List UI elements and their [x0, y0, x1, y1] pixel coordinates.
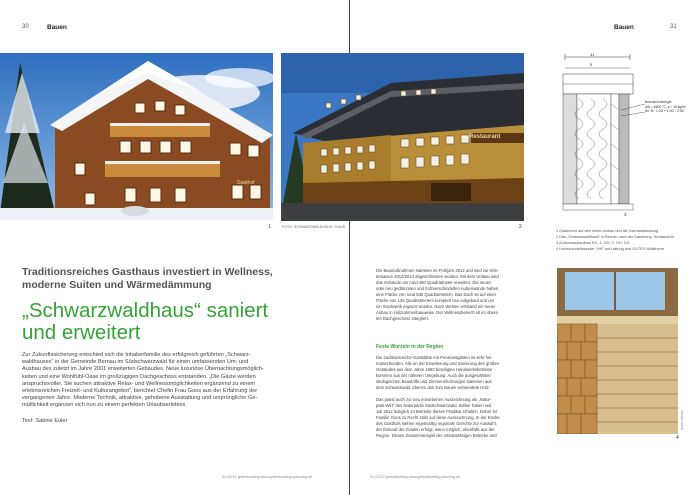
gasthof-sign: Gasthof	[237, 180, 255, 186]
section-label-left: Bauen	[47, 24, 67, 31]
intro-line: vergangenen Jahre. Moderne Technik, attraktive, gehobene Ausstattung und ursprüngliche Ge-	[22, 395, 258, 402]
body-line: Das passt auch zur neu erworbenen Auszeichnung als „Natur-	[376, 397, 492, 402]
legend-item: 4 Holzschindelfassade: VHF auf Lattung und GUTEX Multitherm	[556, 247, 665, 251]
article-kicker	[22, 266, 342, 292]
body-line: park-Wirt“ des Naturparks Südschwarzwald. Bisher haben seit	[376, 403, 492, 408]
body-line: das Gebäude um rund 450 Quadratmeter erweitert. Die neuen	[376, 280, 492, 285]
intro-line: anspruchsvoller. Sie suchen attraktive Relax- und Wellnessmöglichkeiten ergänzend zu einem	[22, 380, 256, 387]
photo-shingle-facade	[557, 268, 678, 434]
section-subheading: Feste Wurzeln in der Region	[376, 344, 444, 350]
page-number-right: 31	[670, 24, 677, 30]
body-line: tersaison 2012/2013 abgeschlossen worden. Mit dem Umbau wird	[376, 274, 499, 279]
annotation-line: lfd. Sl.: 1.0G + 1.0G - 2.0G	[645, 109, 685, 113]
body-line: ten Dachgeschoss integriert.	[376, 316, 430, 321]
body-line: dem Schwarzwald, ebenso das zum Bauen verwendete Holz.	[376, 385, 490, 390]
kicker-line-1: Traditionsreiches Gasthaus investiert in Wellness,	[22, 266, 273, 278]
body-line: eine Fläche von rund 530 Quadratmetern. Das Dach ist auf einer	[376, 292, 497, 297]
intro-line: keiten und eine Wohlfühl-Oase im großzügigen Dachgeschoss entstanden. „Die Gäste werden	[22, 373, 256, 380]
article-headline	[22, 300, 342, 344]
photo2-caption-number: 2	[519, 224, 522, 230]
diagram-dimension-top: 41	[590, 52, 595, 57]
photo4-caption-number: 4	[676, 435, 679, 441]
intro-line: waldhauses“ in der Gemeinde Bernau im Südschwarzwald für einen umfassenden Um- und	[22, 359, 249, 366]
body-line: Gebäudes aus dem Jahre 1860 beteiligten Handwerksbetriebe	[376, 367, 493, 372]
diagram-caption-number: 3	[624, 212, 627, 217]
footer-right: 01-02/13 greenbuilding www.greenbuilding-planning.de	[370, 475, 460, 479]
kicker-line-2: moderne Suiten und Wärmedämmung	[22, 279, 212, 291]
body-line: oder neu gedämmten und holzverschindelten Außenwände haben	[376, 286, 499, 291]
body-line: ökologischen Baustoffe und Zimmereiholzungen stammen aus	[376, 379, 492, 384]
footer-left: 01-02/13 greenbuilding www.greenbuilding-planning.de	[222, 475, 312, 479]
intro-line: Ausbau des zuletzt im Jahre 2001 erweiterten Gebäudes. Neue luxuriöse Übernachtungsmöglich-	[22, 366, 264, 373]
diagram-dimension-sub: 8	[590, 63, 592, 67]
body-line: des Gasthofs stehen regelmäßig regionale Gerichte zur Auswahl,	[376, 421, 497, 426]
body-line: Fläche von 125 Quadratmetern komplett neu aufgebaut und um	[376, 298, 495, 303]
figure-legend	[556, 228, 686, 252]
annotation-line: Brandschutzriegel	[645, 100, 672, 104]
intro-paragraph	[22, 352, 342, 410]
legend-item: 1 Ostansicht auf den neuen Anbau und die Dachaufstockung	[556, 229, 659, 233]
section-label-right: Bauen	[614, 24, 634, 31]
headline-line-1: „Schwarzwaldhaus“ saniert	[22, 299, 269, 322]
body-line: Familie Goos zu Recht stolz auf diese Auszeichnung. In der Küche	[376, 415, 500, 420]
annotation-line: AW = 6600 °C; p = 15 kg/m²	[645, 104, 687, 109]
legend-item: 3 Außenwandaufbau EG, 1. OG, 2. OG, DG	[556, 241, 630, 245]
body-line: kommen aus der näheren Umgebung. Auch die ausgewählten	[376, 373, 491, 378]
intro-line: erlebnisreichen Freizeit- und Kulturangebot“, berichtet Chefin Frau Goos aus der Erfahrung der	[22, 388, 258, 395]
body-line: Anbau in Holzrahmenbauweise. Der Wellnessbereich ist im obers-	[376, 310, 499, 315]
wall-section-diagram	[555, 44, 685, 219]
body-line: ein Stockwerk ergänzt worden. Nach Westen entstand ein neuer	[376, 304, 496, 309]
body-column-bottom	[376, 355, 548, 439]
legend-item: 2 Das „Schwarzwaldhaus“ in Bernau nach der Sanierung, Nordansicht	[556, 235, 674, 239]
page-number-left: 30	[22, 24, 29, 30]
photo4-credit: FOTO: GUTEX	[680, 410, 684, 431]
photo1-caption-number: 1	[268, 224, 271, 230]
author-credit: Text: Sabine Euler	[22, 418, 68, 424]
body-column-top	[376, 268, 548, 322]
photo-chalet-snow	[0, 53, 273, 220]
body-line: Die traditionsreiche Gaststätte mit Pensionsgästen ist sehr hei-	[376, 355, 493, 360]
body-line: matverbunden. Alle an der Erweiterung und Sanierung des großen	[376, 361, 500, 366]
headline-line-2: und erweitert	[22, 321, 141, 344]
body-line: Juli 2012 lediglich 14 Betriebe dieses Prädikat erhalten. Daher ist	[376, 409, 497, 414]
photo2-credit: FOTO: SCHWARZWALDHAUS / KAUS	[282, 225, 345, 229]
restaurant-sign: Restaurant	[469, 134, 501, 140]
body-line: der Einkauf der Zutaten erfolgt, wenn möglich, ebenfalls aus der	[376, 427, 495, 432]
intro-line: mütlichkeit ergänzen sich nun zu einem perfekten Urlaubserlebnis.	[22, 402, 187, 409]
body-line: Region. Dieses Zusammenspiel der ortsansässigen Betriebe und	[376, 433, 497, 438]
body-line: Die Baumaßnahmen starteten im Frühjahr 2012 und sind zur Win-	[376, 268, 499, 273]
intro-line: Zur Zukunftssicherung entschied sich die Inhaberfamilie des erfolgreich geführten „Schwarz-	[22, 352, 251, 358]
diagram-annotation	[645, 100, 686, 114]
